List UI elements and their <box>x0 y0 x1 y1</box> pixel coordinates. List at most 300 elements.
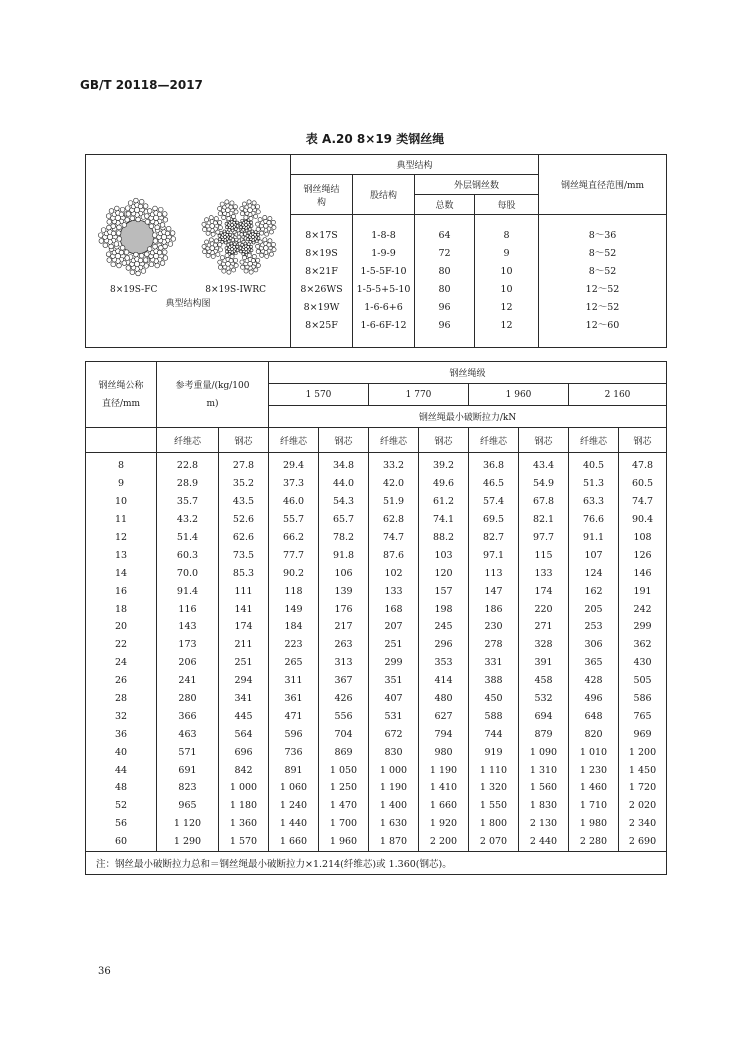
diameter-cell: 8 <box>86 453 157 475</box>
value-cell: 2 280 <box>569 833 619 851</box>
value-cell: 1 310 <box>519 761 569 779</box>
value-cell: 66.2 <box>269 529 319 547</box>
table-title: 表 A.20 8×19 类钢丝绳 <box>305 132 445 146</box>
value-cell: 365 <box>569 654 619 672</box>
value-cell: 74.7 <box>369 529 419 547</box>
value-cell: 42.0 <box>369 475 419 493</box>
value-cell: 107 <box>569 546 619 564</box>
table-row <box>86 636 667 654</box>
value-cell: 823 <box>157 779 219 797</box>
value-cell: 251 <box>219 654 269 672</box>
value-cell: 102 <box>369 564 419 582</box>
list-item: 12～60 <box>585 320 620 331</box>
diameter-cell: 11 <box>86 511 157 529</box>
diameter-cell: 20 <box>86 618 157 636</box>
value-cell: 1 000 <box>219 779 269 797</box>
value-cell: 91.8 <box>319 546 369 564</box>
value-cell: 1 230 <box>569 761 619 779</box>
value-cell: 97.7 <box>519 529 569 547</box>
value-cell: 596 <box>269 725 319 743</box>
value-cell: 299 <box>369 654 419 672</box>
list-item: 12 <box>500 302 513 313</box>
list-item: 80 <box>438 284 451 295</box>
value-cell: 1 660 <box>419 797 469 815</box>
value-cell: 367 <box>319 672 369 690</box>
value-cell: 253 <box>569 618 619 636</box>
diameter-cell: 32 <box>86 707 157 725</box>
value-cell: 1 200 <box>619 743 667 761</box>
value-cell: 78.2 <box>319 529 369 547</box>
table-row <box>86 815 667 833</box>
value-cell: 76.6 <box>569 511 619 529</box>
value-cell: 691 <box>157 761 219 779</box>
value-cell: 869 <box>319 743 369 761</box>
list-item: 8×26WS <box>300 284 343 295</box>
table-row <box>86 779 667 797</box>
value-cell: 965 <box>157 797 219 815</box>
value-cell: 91.1 <box>569 529 619 547</box>
value-cell: 113 <box>469 564 519 582</box>
list-item: 8～52 <box>588 266 617 277</box>
value-cell: 46.5 <box>469 475 519 493</box>
value-cell: 2 020 <box>619 797 667 815</box>
value-cell: 463 <box>157 725 219 743</box>
value-cell: 73.5 <box>219 546 269 564</box>
value-cell: 147 <box>469 582 519 600</box>
table-row <box>86 672 667 690</box>
value-cell: 51.4 <box>157 529 219 547</box>
value-cell: 362 <box>619 636 667 654</box>
list-item: 72 <box>438 248 451 259</box>
diameter-cell: 28 <box>86 690 157 708</box>
value-cell: 37.3 <box>269 475 319 493</box>
value-cell: 85.3 <box>219 564 269 582</box>
value-cell: 1 250 <box>319 779 369 797</box>
value-cell: 627 <box>419 707 469 725</box>
page-number: 36 <box>98 966 111 977</box>
diameter-cell: 48 <box>86 779 157 797</box>
list-item: 10 <box>500 266 513 277</box>
value-cell: 106 <box>319 564 369 582</box>
value-cell: 111 <box>219 582 269 600</box>
value-cell: 120 <box>419 564 469 582</box>
table-row <box>86 493 667 511</box>
diameter-cell: 56 <box>86 815 157 833</box>
value-cell: 919 <box>469 743 519 761</box>
value-cell: 430 <box>619 654 667 672</box>
header-steel-core: 钢芯 <box>619 428 667 453</box>
value-cell: 133 <box>369 582 419 600</box>
value-cell: 118 <box>269 582 319 600</box>
header-typical-structure: 典型结构 <box>291 155 539 175</box>
value-cell: 34.8 <box>319 453 369 475</box>
value-cell: 133 <box>519 564 569 582</box>
rope-structure-list <box>291 215 353 348</box>
value-cell: 313 <box>319 654 369 672</box>
value-cell: 736 <box>269 743 319 761</box>
table-body <box>86 453 667 852</box>
list-item: 64 <box>438 230 451 241</box>
table-row <box>86 690 667 708</box>
value-cell: 35.7 <box>157 493 219 511</box>
table-row <box>86 833 667 851</box>
diameter-cell: 13 <box>86 546 157 564</box>
value-cell: 55.7 <box>269 511 319 529</box>
value-cell: 62.8 <box>369 511 419 529</box>
value-cell: 696 <box>219 743 269 761</box>
header-min-breaking-force: 钢丝绳最小破断拉力/kN <box>269 406 667 428</box>
value-cell: 1 450 <box>619 761 667 779</box>
value-cell: 969 <box>619 725 667 743</box>
value-cell: 186 <box>469 600 519 618</box>
header-steel-core: 钢芯 <box>419 428 469 453</box>
list-item: 1-6-6F-12 <box>360 320 407 331</box>
value-cell: 1 190 <box>419 761 469 779</box>
value-cell: 648 <box>569 707 619 725</box>
list-item: 12～52 <box>585 284 620 295</box>
value-cell: 61.2 <box>419 493 469 511</box>
value-cell: 331 <box>469 654 519 672</box>
value-cell: 361 <box>269 690 319 708</box>
value-cell: 1 440 <box>269 815 319 833</box>
value-cell: 82.1 <box>519 511 569 529</box>
diameter-cell: 12 <box>86 529 157 547</box>
header-diameter-spacer <box>86 428 157 453</box>
diameter-cell: 36 <box>86 725 157 743</box>
value-cell: 1 550 <box>469 797 519 815</box>
value-cell: 586 <box>619 690 667 708</box>
value-cell: 223 <box>269 636 319 654</box>
diameter-cell: 16 <box>86 582 157 600</box>
value-cell: 1 700 <box>319 815 369 833</box>
value-cell: 294 <box>219 672 269 690</box>
grade-1770: 1 770 <box>369 384 469 406</box>
header-fiber-core: 纤维芯 <box>157 428 219 453</box>
list-item: 10 <box>500 284 513 295</box>
table-note: 注：钢丝最小破断拉力总和＝钢丝绳最小破断拉力×1.214(纤维芯)或 1.360(钢芯)。 <box>86 851 667 874</box>
header-fiber-core: 纤维芯 <box>569 428 619 453</box>
total-wires-list <box>415 215 475 348</box>
value-cell: 414 <box>419 672 469 690</box>
value-cell: 879 <box>519 725 569 743</box>
value-cell: 126 <box>619 546 667 564</box>
value-cell: 1 050 <box>319 761 369 779</box>
table-row <box>86 600 667 618</box>
value-cell: 2 130 <box>519 815 569 833</box>
table-row <box>86 475 667 493</box>
header-strand-structure: 股结构 <box>353 175 415 215</box>
value-cell: 46.0 <box>269 493 319 511</box>
value-cell: 39.2 <box>419 453 469 475</box>
value-cell: 1 460 <box>569 779 619 797</box>
fig-label-iwrc: 8×19S-IWRC <box>205 285 267 295</box>
value-cell: 90.4 <box>619 511 667 529</box>
rope-iwrc-cross-section-image <box>199 197 279 277</box>
value-cell: 33.2 <box>369 453 419 475</box>
list-item: 8×25F <box>305 320 338 331</box>
value-cell: 36.8 <box>469 453 519 475</box>
value-cell: 57.4 <box>469 493 519 511</box>
value-cell: 531 <box>369 707 419 725</box>
diameter-cell: 52 <box>86 797 157 815</box>
value-cell: 1 190 <box>369 779 419 797</box>
value-cell: 88.2 <box>419 529 469 547</box>
value-cell: 1 560 <box>519 779 569 797</box>
value-cell: 49.6 <box>419 475 469 493</box>
diameter-cell: 22 <box>86 636 157 654</box>
value-cell: 74.1 <box>419 511 469 529</box>
value-cell: 1 660 <box>269 833 319 851</box>
value-cell: 51.3 <box>569 475 619 493</box>
value-cell: 43.2 <box>157 511 219 529</box>
value-cell: 191 <box>619 582 667 600</box>
value-cell: 296 <box>419 636 469 654</box>
diameter-cell: 9 <box>86 475 157 493</box>
value-cell: 1 720 <box>619 779 667 797</box>
value-cell: 311 <box>269 672 319 690</box>
value-cell: 532 <box>519 690 569 708</box>
value-cell: 87.6 <box>369 546 419 564</box>
value-cell: 74.7 <box>619 493 667 511</box>
header-fiber-core: 纤维芯 <box>269 428 319 453</box>
header-rope-grade: 钢丝绳级 <box>269 362 667 384</box>
list-item: 8 <box>503 230 510 241</box>
fig-caption: 典型结构图 <box>165 299 211 309</box>
value-cell: 54.3 <box>319 493 369 511</box>
value-cell: 1 630 <box>369 815 419 833</box>
value-cell: 1 410 <box>419 779 469 797</box>
value-cell: 47.8 <box>619 453 667 475</box>
value-cell: 1 060 <box>269 779 319 797</box>
diameter-cell: 24 <box>86 654 157 672</box>
value-cell: 980 <box>419 743 469 761</box>
value-cell: 1 000 <box>369 761 419 779</box>
table-row <box>86 654 667 672</box>
header-steel-core: 钢芯 <box>319 428 369 453</box>
grade-1570: 1 570 <box>269 384 369 406</box>
value-cell: 143 <box>157 618 219 636</box>
value-cell: 251 <box>369 636 419 654</box>
value-cell: 341 <box>219 690 269 708</box>
value-cell: 353 <box>419 654 469 672</box>
value-cell: 1 010 <box>569 743 619 761</box>
value-cell: 176 <box>319 600 369 618</box>
header-per-strand: 每股 <box>475 195 539 215</box>
grade-2160: 2 160 <box>569 384 667 406</box>
value-cell: 40.5 <box>569 453 619 475</box>
list-item: 8×19W <box>303 302 340 313</box>
value-cell: 2 440 <box>519 833 569 851</box>
value-cell: 108 <box>619 529 667 547</box>
value-cell: 139 <box>319 582 369 600</box>
value-cell: 1 090 <box>519 743 569 761</box>
value-cell: 65.7 <box>319 511 369 529</box>
value-cell: 744 <box>469 725 519 743</box>
value-cell: 1 290 <box>157 833 219 851</box>
value-cell: 445 <box>219 707 269 725</box>
list-item: 8～52 <box>588 248 617 259</box>
header-steel-core: 钢芯 <box>519 428 569 453</box>
value-cell: 245 <box>419 618 469 636</box>
value-cell: 1 110 <box>469 761 519 779</box>
value-cell: 60.3 <box>157 546 219 564</box>
value-cell: 174 <box>519 582 569 600</box>
diameter-cell: 10 <box>86 493 157 511</box>
table-row <box>86 725 667 743</box>
header-fiber-core: 纤维芯 <box>469 428 519 453</box>
value-cell: 22.8 <box>157 453 219 475</box>
strand-structure-list <box>353 215 415 348</box>
value-cell: 1 320 <box>469 779 519 797</box>
value-cell: 60.5 <box>619 475 667 493</box>
value-cell: 217 <box>319 618 369 636</box>
value-cell: 149 <box>269 600 319 618</box>
diameter-cell: 44 <box>86 761 157 779</box>
header-outer-wires: 外层钢丝数 <box>415 175 539 195</box>
value-cell: 44.0 <box>319 475 369 493</box>
value-cell: 54.9 <box>519 475 569 493</box>
value-cell: 82.7 <box>469 529 519 547</box>
table-row <box>86 546 667 564</box>
value-cell: 407 <box>369 690 419 708</box>
value-cell: 571 <box>157 743 219 761</box>
value-cell: 116 <box>157 600 219 618</box>
value-cell: 458 <box>519 672 569 690</box>
value-cell: 198 <box>419 600 469 618</box>
value-cell: 103 <box>419 546 469 564</box>
value-cell: 43.4 <box>519 453 569 475</box>
standard-code: GB/T 20118—2017 <box>80 78 203 92</box>
value-cell: 1 180 <box>219 797 269 815</box>
list-item: 1-5-5F-10 <box>360 266 407 277</box>
value-cell: 146 <box>619 564 667 582</box>
structure-figure-cell <box>86 155 291 348</box>
table-row <box>86 618 667 636</box>
value-cell: 51.9 <box>369 493 419 511</box>
value-cell: 1 800 <box>469 815 519 833</box>
value-cell: 2 690 <box>619 833 667 851</box>
header-rope-structure: 钢丝绳结构 <box>291 175 353 215</box>
structure-table <box>85 154 667 348</box>
value-cell: 820 <box>569 725 619 743</box>
value-cell: 704 <box>319 725 369 743</box>
value-cell: 299 <box>619 618 667 636</box>
diameter-cell: 40 <box>86 743 157 761</box>
value-cell: 1 960 <box>319 833 369 851</box>
value-cell: 230 <box>469 618 519 636</box>
header-fiber-core: 纤维芯 <box>369 428 419 453</box>
value-cell: 588 <box>469 707 519 725</box>
value-cell: 426 <box>319 690 369 708</box>
value-cell: 672 <box>369 725 419 743</box>
value-cell: 1 920 <box>419 815 469 833</box>
list-item: 8×21F <box>305 266 338 277</box>
list-item: 12 <box>500 320 513 331</box>
list-item: 1-5-5+5-10 <box>356 284 411 295</box>
diameter-cell: 60 <box>86 833 157 851</box>
header-total: 总数 <box>415 195 475 215</box>
value-cell: 2 200 <box>419 833 469 851</box>
value-cell: 28.9 <box>157 475 219 493</box>
table-row <box>86 797 667 815</box>
list-item: 8×17S <box>305 230 338 241</box>
per-strand-list <box>475 215 539 348</box>
header-steel-core: 钢芯 <box>219 428 269 453</box>
header-nominal-diameter: 钢丝绳公称直径/mm <box>86 362 157 428</box>
table-row <box>86 743 667 761</box>
list-item: 9 <box>503 248 510 259</box>
value-cell: 388 <box>469 672 519 690</box>
diameter-range-list <box>539 215 667 348</box>
value-cell: 27.8 <box>219 453 269 475</box>
value-cell: 1 120 <box>157 815 219 833</box>
value-cell: 471 <box>269 707 319 725</box>
diameter-cell: 14 <box>86 564 157 582</box>
value-cell: 67.8 <box>519 493 569 511</box>
list-item: 8×19S <box>305 248 338 259</box>
value-cell: 351 <box>369 672 419 690</box>
value-cell: 141 <box>219 600 269 618</box>
table-row <box>86 511 667 529</box>
value-cell: 52.6 <box>219 511 269 529</box>
value-cell: 184 <box>269 618 319 636</box>
value-cell: 556 <box>319 707 369 725</box>
value-cell: 830 <box>369 743 419 761</box>
value-cell: 265 <box>269 654 319 672</box>
value-cell: 306 <box>569 636 619 654</box>
value-cell: 328 <box>519 636 569 654</box>
value-cell: 157 <box>419 582 469 600</box>
value-cell: 1 470 <box>319 797 369 815</box>
value-cell: 63.3 <box>569 493 619 511</box>
value-cell: 842 <box>219 761 269 779</box>
list-item: 96 <box>438 302 451 313</box>
value-cell: 450 <box>469 690 519 708</box>
value-cell: 162 <box>569 582 619 600</box>
value-cell: 242 <box>619 600 667 618</box>
value-cell: 77.7 <box>269 546 319 564</box>
diameter-cell: 26 <box>86 672 157 690</box>
value-cell: 207 <box>369 618 419 636</box>
list-item: 80 <box>438 266 451 277</box>
list-item: 1-9-9 <box>371 248 396 259</box>
value-cell: 91.4 <box>157 582 219 600</box>
value-cell: 115 <box>519 546 569 564</box>
value-cell: 366 <box>157 707 219 725</box>
value-cell: 891 <box>269 761 319 779</box>
list-item: 1-8-8 <box>371 230 396 241</box>
value-cell: 62.6 <box>219 529 269 547</box>
table-row <box>86 529 667 547</box>
value-cell: 794 <box>419 725 469 743</box>
value-cell: 1 830 <box>519 797 569 815</box>
value-cell: 29.4 <box>269 453 319 475</box>
table-row <box>86 564 667 582</box>
value-cell: 174 <box>219 618 269 636</box>
table-row <box>86 761 667 779</box>
list-item: 1-6-6+6 <box>364 302 403 313</box>
list-item: 8～36 <box>588 230 617 241</box>
value-cell: 1 570 <box>219 833 269 851</box>
value-cell: 124 <box>569 564 619 582</box>
value-cell: 69.5 <box>469 511 519 529</box>
value-cell: 70.0 <box>157 564 219 582</box>
rope-fc-cross-section-image <box>97 197 177 277</box>
header-diameter-range: 钢丝绳直径范围/mm <box>539 155 667 215</box>
value-cell: 271 <box>519 618 569 636</box>
value-cell: 206 <box>157 654 219 672</box>
list-item: 12～52 <box>585 302 620 313</box>
